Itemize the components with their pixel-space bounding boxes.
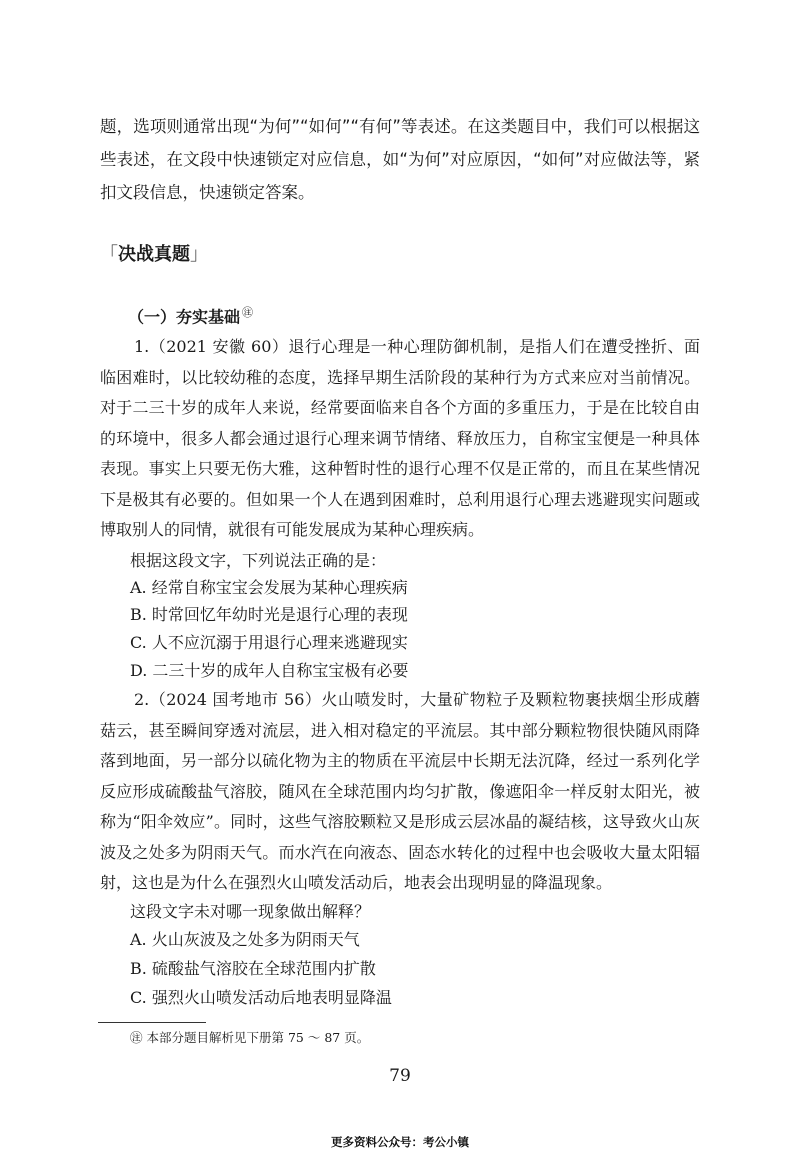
subsection-title-text: （一）夯实基础: [128, 307, 241, 327]
question-2-option-c: C. 强烈火山喷发活动后地表明显降温: [130, 988, 392, 1007]
section-title: [100, 240, 208, 270]
note-mark-icon: ㊟: [242, 306, 254, 319]
footnote-text: 本部分题目解析见下册第 75 ～ 87 页。: [146, 1030, 370, 1045]
section-bracket-open: 「: [100, 244, 118, 265]
question-1-option-a: A. 经常自称宝宝会发展为某种心理疾病: [130, 578, 408, 597]
question-1-option-d: D. 二三十岁的成年人自称宝宝极有必要: [130, 661, 409, 680]
footnote: [130, 1028, 369, 1048]
question-2-passage: 2.（2024 国考地市 56）火山喷发时，大量矿物粒子及颗粒物裹挟烟尘形成蘑菇云，甚至瞬间穿透对流层，进入相对稳定的平流层。其中部分颗粒物很快随风雨降落到地面，另一部分以硫化物为主的物质在平流层中长期无法沉降，经过一系列化学反应形成硫酸盐气溶胶，随风在全球范围内均匀扩散，像遮阳伞一样反射太阳光，被称为“阳伞效应”。同时，这些气溶胶颗粒又是形成云层冰晶的凝结核，这导致火山灰波及之处多为阴雨天气。而水汽在向液态、固态水转化的过程中也会吸收大量太阳辐射，这也是为什么在强烈火山喷发活动后，地表会出现明显的降温现象。: [100, 690, 700, 892]
footnote-divider: [98, 1022, 206, 1023]
question-1-passage: 1.（2021 安徽 60）退行心理是一种心理防御机制，是指人们在遭受挫折、面临困难时，以比较幼稚的态度，选择早期生活阶段的某种行为方式来应对当前情况。对于二三十岁的成年人来说，经常要面临来自各个方面的多重压力，于是在比较自由的环境中，很多人都会通过退行心理来调节情绪、释放压力，自称宝宝便是一种具体表现。事实上只要无伤大雅，这种暂时性的退行心理不仅是正常的，而且在某些情况下是极其有必要的。但如果一个人在遇到困难时，总利用退行心理去逃避现实问题或博取别人的同情，就很有可能发展成为某种心理疾病。: [100, 337, 700, 539]
question-1-option-c: C. 人不应沉溺于用退行心理来逃避现实: [130, 633, 408, 652]
question-1-option-b: B. 时常回忆年幼时光是退行心理的表现: [130, 605, 408, 624]
question-2-stem: 这段文字未对哪一现象做出解释？: [130, 902, 371, 921]
section-title-text: 决战真题: [118, 244, 190, 265]
section-bracket-close: 」: [190, 244, 208, 265]
subsection-title: [128, 300, 253, 330]
footnote-mark-icon: ㊟: [130, 1030, 143, 1045]
question-2-option-b: B. 硫酸盐气溶胶在全球范围内扩散: [130, 959, 376, 978]
question-2-option-a: A. 火山灰波及之处多为阴雨天气: [130, 930, 360, 949]
intro-paragraph: 题，选项则通常出现“为何”“如何”“有何”等表述。在这类题目中，我们可以根据这些表述，在文段中快速锁定对应信息，如“为何”对应原因，“如何”对应做法等，紧扣文段信息，快速锁定答案。: [100, 117, 700, 202]
page-number: 79: [389, 1066, 411, 1086]
question-1-stem: 根据这段文字，下列说法正确的是：: [130, 551, 387, 570]
watermark-text: 更多资料公众号：考公小镇: [331, 1135, 469, 1149]
